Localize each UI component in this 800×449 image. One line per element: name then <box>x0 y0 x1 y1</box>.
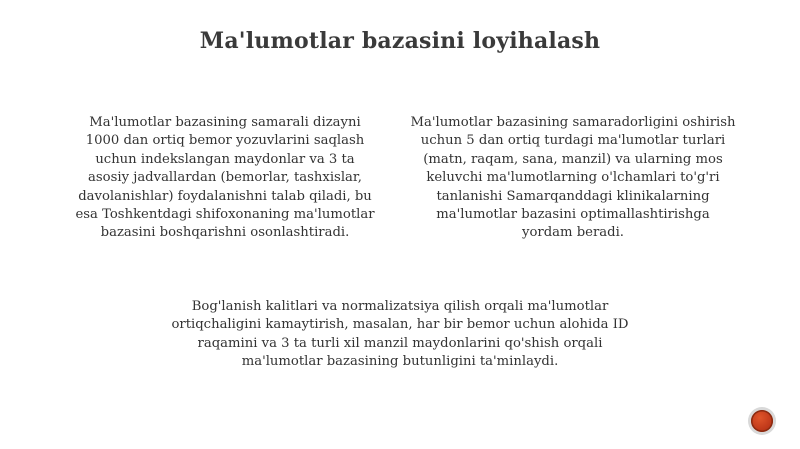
right-text-block <box>398 114 748 243</box>
text-line: ma'lumotlar bazasining butunligini ta'minlaydi. <box>241 354 559 370</box>
text-line: 1000 dan ortiq bemor yozuvlarini saqlash <box>85 133 365 149</box>
text-line: asosiy jadvallardan (bemorlar, tashxislar, <box>88 170 362 186</box>
bottom-text-block <box>150 298 650 372</box>
text-line: ma'lumotlar bazasini optimallashtirishga <box>436 207 710 223</box>
text-line: tanlanishi Samarqanddagi klinikalarning <box>436 188 710 204</box>
text-line: uchun indekslangan maydonlar va 3 ta <box>95 151 355 167</box>
text-line: Ma'lumotlar bazasining samaradorligini oshirish <box>410 115 736 130</box>
text-line: uchun 5 dan ortiq turdagi ma'lumotlar turlari <box>420 133 726 149</box>
text-line: davolanishlar) foydalanishni talab qiladi, bu <box>78 188 372 204</box>
text-line: Bog'lanish kalitlari va normalizatsiya qilish orqali ma'lumotlar <box>191 299 609 314</box>
left-text-block <box>60 114 390 243</box>
text-line: yordam beradi. <box>522 225 624 241</box>
text-line: esa Toshkentdagi shifoxonaning ma'lumotlar <box>75 207 375 223</box>
slide-title: Ma'lumotlar bazasini loyihalash <box>199 28 601 54</box>
slide-nav-button[interactable] <box>748 407 776 435</box>
text-line: bazasini boshqarishni osonlashtiradi. <box>100 225 350 241</box>
text-line: raqamini va 3 ta turli xil manzil maydonlarini qo'shish orqali <box>197 335 603 351</box>
text-line: Ma'lumotlar bazasining samarali dizayni <box>89 115 361 130</box>
circle-icon <box>751 410 773 432</box>
text-line: (matn, raqam, sana, manzil) va ularning mos <box>423 151 723 167</box>
text-line: ortiqchaligini kamaytirish, masalan, har bir bemor uchun alohida ID <box>171 317 629 333</box>
text-line: keluvchi ma'lumotlarning o'lchamlari to'g'ri <box>426 170 720 186</box>
